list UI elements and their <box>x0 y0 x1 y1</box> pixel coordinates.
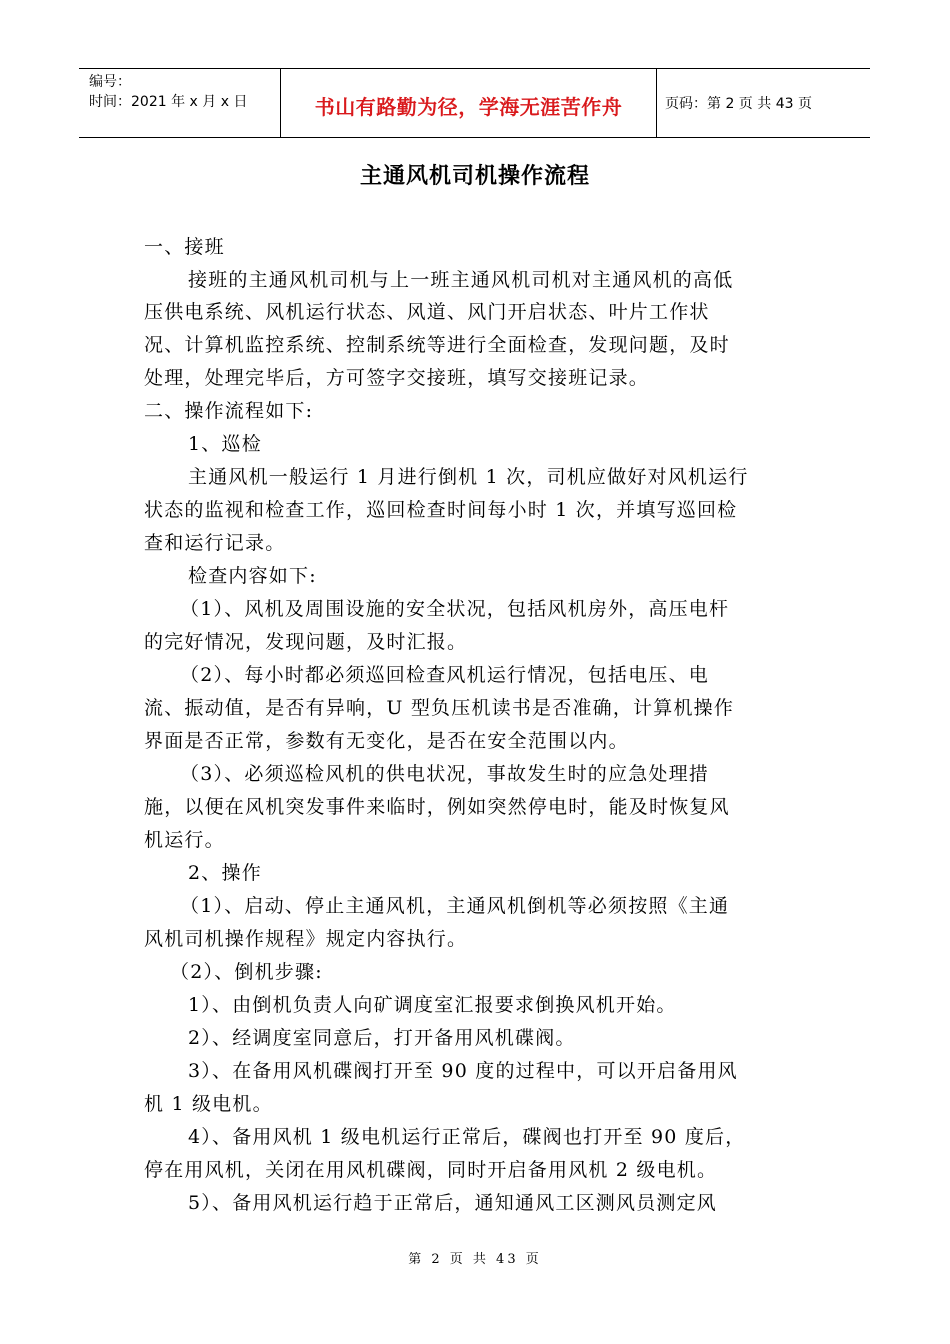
time-label: 时间：2021 年 x 月 x 日 <box>89 94 248 110</box>
paragraph-line: 界面是否正常，参数有无变化，是否在安全范围以内。 <box>144 730 629 752</box>
motto: 书山有路勤为径，学海无涯苦作舟 <box>314 95 623 119</box>
paragraph-line: 风机司机操作规程》规定内容执行。 <box>144 928 468 950</box>
list-item-line: （1）、启动、停止主通风机，主通风机倒机等必须按照《主通 <box>180 895 730 917</box>
paragraph-line: 停在用风机，关闭在用风机碟阀，同时开启备用风机 2 级电机。 <box>144 1159 718 1181</box>
document-header <box>79 68 870 138</box>
paragraph-line: 查和运行记录。 <box>144 532 286 554</box>
section-heading-2: 二、操作流程如下: <box>144 400 314 422</box>
subsection-heading: 2、操作 <box>188 862 262 884</box>
paragraph-line: 况、计算机监控系统、控制系统等进行全面检查，发现问题，及时 <box>144 334 730 356</box>
list-item-line: （1）、风机及周围设施的安全状况，包括风机房外，高压电杆 <box>180 598 730 620</box>
list-item-line: （2）、每小时都必须巡回检查风机运行情况，包括电压、电 <box>180 664 709 686</box>
header-page-cell <box>657 69 870 137</box>
paragraph-line: 的完好情况，发现问题，及时汇报。 <box>144 631 468 653</box>
step-line: 5）、备用风机运行趋于正常后，通知通风工区测风员测定风 <box>188 1192 717 1214</box>
paragraph-line: 施，以便在风机突发事件来临时，例如突然停电时，能及时恢复风 <box>144 796 730 818</box>
paragraph-line: 状态的监视和检查工作，巡回检查时间每小时 1 次，并填写巡回检 <box>144 499 738 521</box>
paragraph-line: 压供电系统、风机运行状态、风道、风门开启状态、叶片工作状 <box>144 301 710 323</box>
step-line: 4）、备用风机 1 级电机运行正常后，碟阀也打开至 90 度后， <box>188 1126 746 1148</box>
paragraph-line: 机运行。 <box>144 829 225 851</box>
step-line: 2）、经调度室同意后，打开备用风机碟阀。 <box>188 1027 576 1049</box>
paragraph-line: 检查内容如下: <box>188 565 317 587</box>
list-item-line: （2）、倒机步骤: <box>170 961 323 983</box>
header-motto-cell <box>281 69 657 137</box>
list-item-line: （3）、必须巡检风机的供电状况，事故发生时的应急处理措 <box>180 763 709 785</box>
step-line: 1）、由倒机负责人向矿调度室汇报要求倒换风机开始。 <box>188 994 677 1016</box>
page-info: 页码：第 2 页 共 43 页 <box>665 96 812 112</box>
step-line: 3）、在备用风机碟阀打开至 90 度的过程中，可以开启备用风 <box>188 1060 738 1082</box>
paragraph-line: 处理，处理完毕后，方可签字交接班，填写交接班记录。 <box>144 367 650 389</box>
section-heading-1: 一、接班 <box>144 236 225 258</box>
paragraph-line: 主通风机一般运行 1 月进行倒机 1 次，司机应做好对风机运行 <box>188 466 749 488</box>
page-footer: 第 2 页 共 43 页 <box>408 1252 542 1267</box>
paragraph-line: 流、振动值，是否有异响，U 型负压机读书是否准确，计算机操作 <box>144 697 735 719</box>
document-title: 主通风机司机操作流程 <box>359 164 590 189</box>
paragraph-line: 接班的主通风机司机与上一班主通风机司机对主通风机的高低 <box>188 269 734 291</box>
paragraph-line: 机 1 级电机。 <box>144 1093 273 1115</box>
header-meta-cell <box>79 69 281 137</box>
code-label: 编号： <box>89 74 131 90</box>
subsection-heading: 1、巡检 <box>188 433 262 455</box>
